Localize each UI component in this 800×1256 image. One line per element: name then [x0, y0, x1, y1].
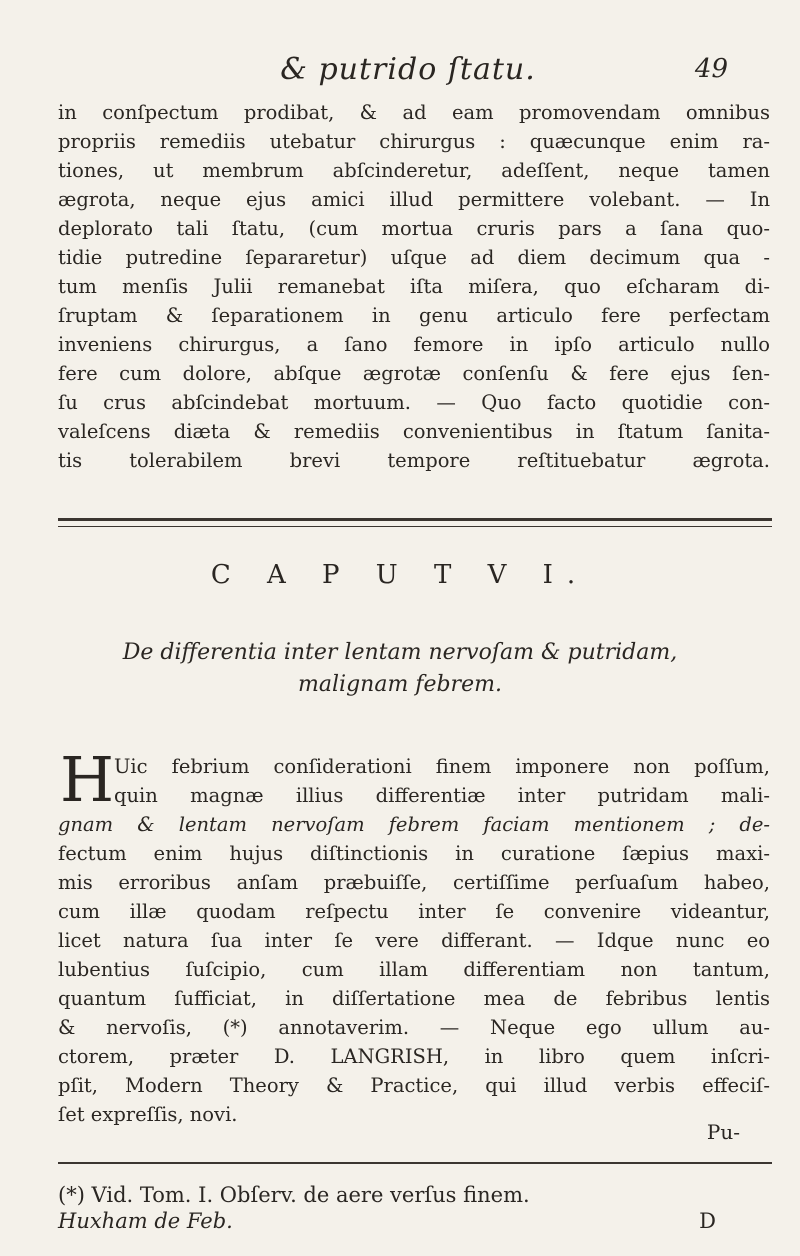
text-line: [58, 810, 770, 839]
text-line: & nervoſis, (*) annotaverim. — Neque ego ullum au-: [58, 1016, 770, 1039]
text-line: fectum enim hujus diſtinctionis in curatione ſæpius maxi-: [58, 842, 770, 865]
drop-cap: H: [60, 743, 115, 816]
paragraph-2: [58, 743, 770, 1129]
text-line: mis erroribus anſam præbuiſſe, certiſſime perſuaſum habeo,: [58, 871, 770, 894]
chapter-subtitle-line-1: [0, 640, 800, 665]
running-title: & putrido ſtatu.: [280, 52, 536, 87]
running-head: [0, 52, 800, 92]
text-line: quin magnæ illius differentiæ inter putridam mali-: [114, 784, 770, 807]
text-line: fere cum dolore, abſque ægrotæ conſenſu & fere ejus ſen-: [58, 362, 770, 385]
text-line: inveniens chirurgus, a ſano femore in ipſo articulo nullo: [58, 333, 770, 356]
footnote-rule: [58, 1162, 772, 1166]
text-line: ctorem, præter D. LANGRISH, in libro quem inſcri-: [58, 1045, 770, 1068]
text-line: ægrota, neque ejus amici illud permittere volebant. — In: [58, 188, 770, 211]
footnote-line-2: [58, 1208, 770, 1234]
text-line: tidie putredine ſepararetur) uſque ad diem decimum qua -: [58, 246, 770, 269]
text-line: cum illæ quodam reſpectu inter ſe convenire videantur,: [58, 900, 770, 923]
subtitle-text: malignam febrem.: [298, 672, 502, 697]
section-rule: [58, 518, 772, 527]
text-line: quantum ſufficiat, in diſſertatione mea de febribus lentis: [58, 987, 770, 1010]
italic-phrase: gnam & lentam nervoſam febrem faciam mentionem ; de-: [58, 813, 770, 836]
text-line: tiones, ut membrum abſcinderetur, adeſſent, neque tamen: [58, 159, 770, 182]
text-line: licet natura ſua inter ſe vere differant. — Idque nunc eo: [58, 929, 770, 952]
signature-mark: D: [699, 1209, 716, 1233]
text-line: lubentius ſuſcipio, cum illam differentiam non tantum,: [58, 958, 770, 981]
page-number: 49: [694, 54, 728, 84]
text-line: pſit, Modern Theory & Practice, qui illud verbis effeciſ-: [58, 1074, 770, 1097]
text-line: propriis remediis utebatur chirurgus : quæcunque enim ra-: [58, 130, 770, 153]
text-line: tis tolerabilem brevi tempore reſtituebatur ægrota.: [58, 449, 770, 472]
chapter-subtitle-line-2: [0, 672, 800, 697]
paragraph-1: [58, 98, 770, 475]
footnote-line-1: (*) Vid. Tom. I. Obſerv. de aere verſus finem.: [58, 1183, 530, 1207]
text-line: ſruptam & ſeparationem in genu articulo fere perfectam: [58, 304, 770, 327]
text-line: tum menſis Julii remanebat iſta miſera, quo eſcharam di-: [58, 275, 770, 298]
subtitle-text: De differentia inter lentam nervoſam & putridam,: [122, 640, 678, 665]
footnote-citation: Huxham de Feb.: [58, 1209, 233, 1233]
text-line: in conſpectum prodibat, & ad eam promovendam omnibus: [58, 101, 770, 124]
text-line: deplorato tali ſtatu, (cum mortua cruris pars a ſana quo-: [58, 217, 770, 240]
text-line: ſu crus abſcindebat mortuum. — Quo facto quotidie con-: [58, 391, 770, 414]
footnote: [58, 1182, 770, 1234]
catchword: Pu-: [706, 1120, 740, 1144]
text-line: valeſcens diæta & remediis convenientibus in ſtatum ſanita-: [58, 420, 770, 443]
text-line: Uic febrium conſiderationi finem imponere non poſſum,: [114, 755, 770, 778]
chapter-heading: C A P U T V I.: [210, 560, 590, 590]
text-line: ſet expreſſis, novi.: [58, 1103, 238, 1126]
